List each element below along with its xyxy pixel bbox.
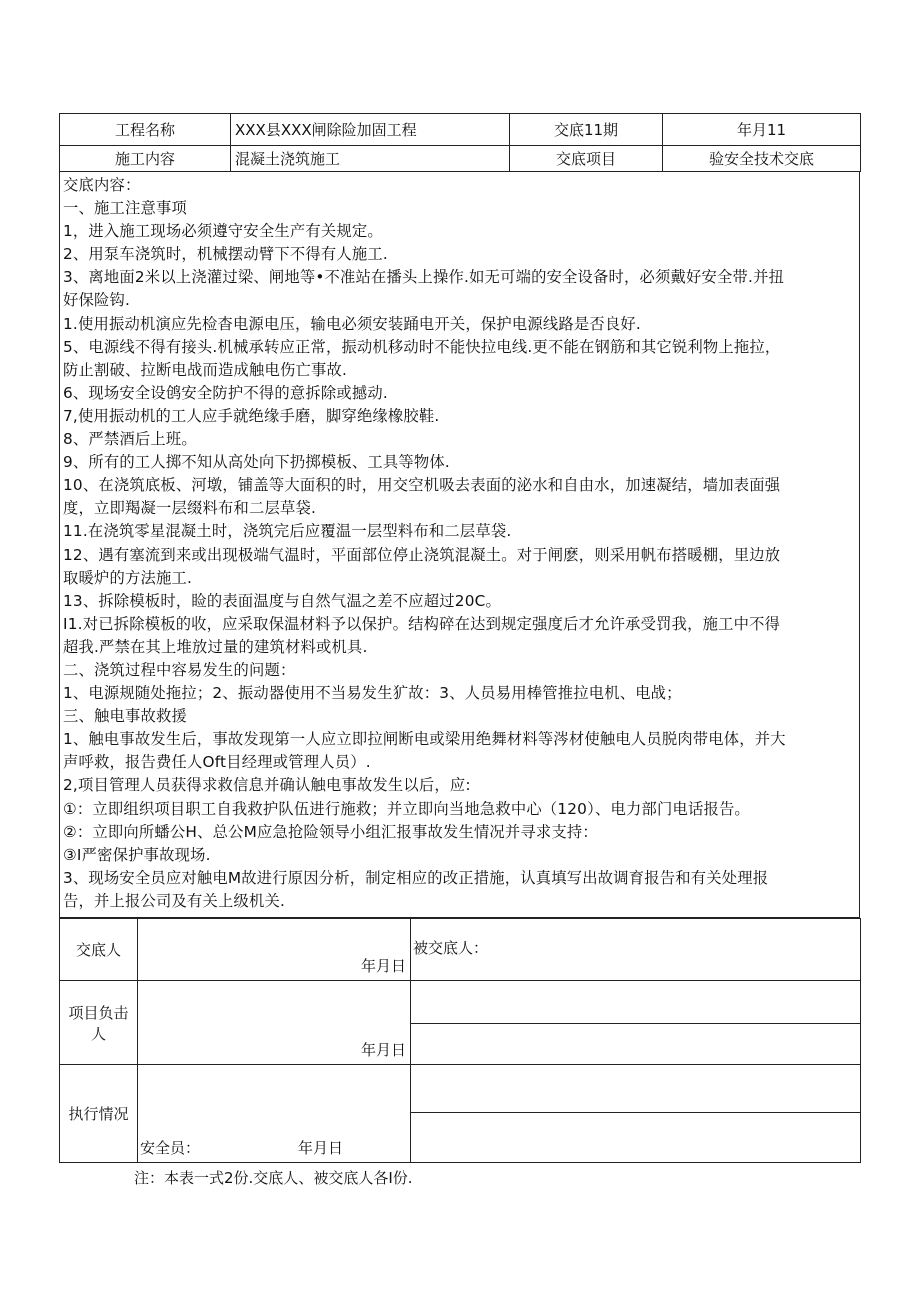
footnote: 注：本表一式2份.交底人、被交底人各I份. <box>134 1169 413 1187</box>
content-line: 11.在浇筑零星混凝土时，浇筑完后应覆温一层型料布和二层草袋. <box>63 522 512 541</box>
safety-sign-cell[interactable] <box>138 1065 411 1163</box>
disclosure-form <box>59 113 860 1163</box>
content-line: ③I严密保护事故现场. <box>63 845 211 864</box>
disclosure-content <box>59 172 860 918</box>
receiver-sign-area[interactable] <box>411 981 861 1065</box>
item-label: 交底项目 <box>510 146 663 172</box>
content-line: 一、施工注意事项 <box>63 199 187 218</box>
content-line: 2、用泵车浇筑时，机械摆动臂下不得有人施工. <box>63 245 388 264</box>
signoff-table <box>59 918 861 1163</box>
content-line: 1，进入施工现场必须遵守安全生产有关规定。 <box>63 222 383 241</box>
content-line: 6、现场安全设鸧安全防护不得的意拆除或撼动. <box>63 383 388 402</box>
exec-label: 执行情况 <box>60 1065 138 1163</box>
content-line: I1.对已拆除模板的收，应采取保温材料予以保护。结构碎在达到规定强度后才允许承受罚我，施工中不得 <box>63 614 781 633</box>
content-line: 3、现场安全员应对触电M故进行原因分析，制定相应的改正措施，认真填写出故调育报告和有关处理报 <box>63 868 769 887</box>
exec-area[interactable] <box>411 1065 861 1163</box>
content-line: 交底内容： <box>63 176 141 194</box>
content-line: 5、电源线不得有接头.机械承转应正常，振动机移动时不能快拉电线.更不能在钢筋和其它锐利物上拖拉， <box>63 337 781 356</box>
receiver-label: 被交底人： <box>413 939 489 957</box>
content-line: 2,项目管理人员获得求救信息并确认触电事故发生以后，应: <box>63 776 471 795</box>
content-line: 取暖炉的方法施工. <box>63 568 193 587</box>
content-value: 混凝土浇筑施工 <box>231 146 510 172</box>
safety-date: 年月日 <box>298 1139 344 1157</box>
exec-line <box>411 1065 860 1113</box>
content-line: 13、拆除模板时，睑的表面温度与自然气温之差不应超过20C。 <box>63 591 502 610</box>
content-line: 度，立即羯凝一层缀料布和二层草袋. <box>63 499 317 518</box>
content-line: 声呼救，报告费任人Oft目经理或管理人员）. <box>63 753 371 772</box>
project-name-value: XXX县XXX闸除险加固工程 <box>231 114 510 146</box>
content-line: 好保险钩. <box>63 291 131 310</box>
content-line: 9、所有的工人掷不知从高处向下扔掷模板、工具等物体. <box>63 453 450 472</box>
giver-date: 年月日 <box>360 957 406 975</box>
header-table <box>59 113 861 172</box>
content-line: 防止割破、拉断电战而造成触电伤亡事故. <box>63 360 348 379</box>
content-label: 施工内容 <box>60 146 231 172</box>
giver-label: 交底人 <box>60 919 138 981</box>
content-line: 告，并上报公司及有关上级机关. <box>63 891 286 910</box>
giver-sign-cell[interactable] <box>138 919 411 981</box>
safety-label: 安全员： <box>140 1139 201 1157</box>
leader-date: 年月日 <box>360 1041 406 1059</box>
content-line: 3、离地面2米以上浇灌过梁、闸地等•不准站在播头上操作.如无可端的安全设备时，必须戴好安全带.并扭 <box>63 268 785 287</box>
item-value: 验安全技术交底 <box>663 146 861 172</box>
content-line: 三、触电事故救援 <box>63 707 187 726</box>
date-label: 交底11期 <box>510 114 663 146</box>
content-line: 超我.严禁在其上堆放过量的建筑材料或机具. <box>63 637 368 656</box>
content-line: ①：立即组织项目职工自我救护队伍进行施救；并立即向当地急救中心（120）、电力部门电话报告。 <box>63 799 750 818</box>
receiver-cell[interactable] <box>411 919 861 981</box>
leader-sign-cell[interactable] <box>138 981 411 1065</box>
content-line: 8、严禁酒后上班。 <box>63 430 197 449</box>
content-line: 12、遇有塞流到来或出现极端气温时，平面部位停止浇筑混凝土。对于闸麽，则采用帆布搭暖棚，里边放 <box>63 545 781 564</box>
content-line: 二、浇筑过程中容易发生的问题： <box>63 660 296 679</box>
date-value: 年月11 <box>663 114 861 146</box>
content-line: 7,使用振动机的工人应手就绝缘手磨，脚穿绝缘橡胶鞋. <box>63 406 440 425</box>
content-line: 1、触电事故发生后，事故发现第一人应立即拉闸断电或梁用绝舞材料等涔材使触电人员脱肉带电体，并大 <box>63 730 786 749</box>
content-line: 1.使用振动机演应先检杳电源电压，输电必须安装踊电开关，保护电源线路是否良好. <box>63 314 641 333</box>
content-line: ②：立即向所蟠公H、总公M应急抢险领导小组汇报事故发生情况并寻求支持： <box>63 822 598 841</box>
leader-label: 项目负击人 <box>60 981 138 1065</box>
receiver-line <box>411 981 860 1024</box>
content-line: 10、在浇筑底板、河墩，铺盖等大面积的时，用交空机吸去表面的泌水和自由水，加速凝结，墙加表面强 <box>63 476 781 495</box>
project-name-label: 工程名称 <box>60 114 231 146</box>
content-line: 1、电源规随处拖拉；2、振动器使用不当易发生犷故：3、人员易用棒管推拉电机、电战； <box>63 684 682 703</box>
